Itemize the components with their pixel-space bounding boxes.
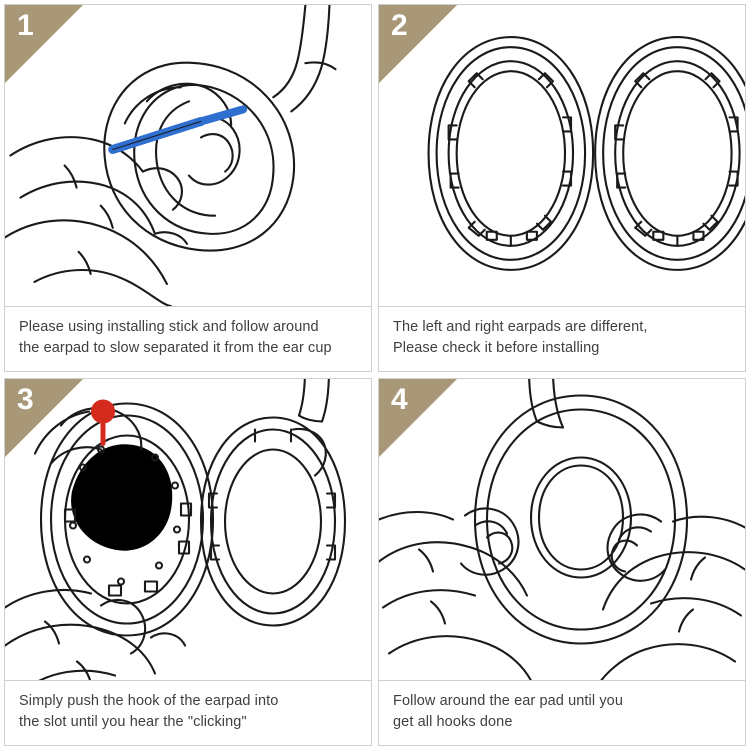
instruction-panel-2 [378,4,746,372]
panel-4-caption [379,680,745,745]
panel-2-caption [379,306,745,371]
caption-line: Please check it before installing [393,340,600,356]
instruction-panel-4 [378,378,746,746]
hands-removing-earpad-with-stick-icon [5,5,371,306]
hand-pushing-hook-into-slot-icon [5,379,371,680]
caption-line: Please using installing stick and follow around [19,319,319,335]
instruction-panel-3 [4,378,372,746]
panel-4-illustration [379,379,745,680]
panel-2-illustration [379,5,745,306]
step-number: 1 [17,9,34,42]
caption-line: the earpad to slow separated it from the ear cup [19,340,332,356]
caption-line: the slot until you hear the "clicking" [19,714,247,730]
caption-line: Simply push the hook of the earpad into [19,693,279,709]
step-number: 3 [17,383,34,416]
panel-3-illustration [5,379,371,680]
instruction-panel-1 [4,4,372,372]
caption-line: Follow around the ear pad until you [393,693,624,709]
panel-1-illustration [5,5,371,306]
step-number: 4 [391,383,408,416]
panel-3-caption [5,680,371,745]
two-hands-pressing-earpad-icon [379,379,745,680]
caption-line: get all hooks done [393,714,513,730]
caption-line: The left and right earpads are different, [393,319,648,335]
left-and-right-earpad-rings-icon [379,5,745,306]
panel-1-caption [5,306,371,371]
step-number: 2 [391,9,408,42]
